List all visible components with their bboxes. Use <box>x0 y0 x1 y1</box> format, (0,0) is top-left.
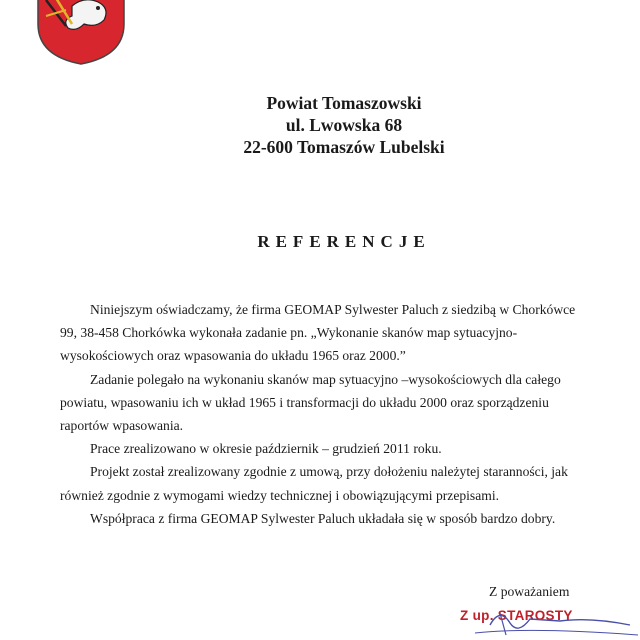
stamp-text: Z up. STAROSTY <box>460 608 573 623</box>
street-address: ul. Lwowska 68 <box>285 115 403 135</box>
organization-name: Powiat Tomaszowski <box>266 93 422 113</box>
address-block <box>0 92 640 158</box>
signature-mark <box>470 605 640 640</box>
paragraph: Niniejszym oświadczamy, że firma GEOMAP Sylwester Paluch z siedzibą w Chorkówce 99, 38-458 Chorkówka wykonała zadanie pn. „Wykonanie skanów map sytuacyjno-wysokościowych oraz wpasowania do układu 1965 oraz 2000.” <box>60 302 576 364</box>
paragraph: Prace zrealizowano w okresie październik – grudzień 2011 roku. <box>90 441 442 457</box>
letter-body <box>60 298 580 530</box>
paragraph: Współpraca z firma GEOMAP Sylwester Paluch układała się w sposób bardzo dobry. <box>90 510 556 526</box>
document-title: REFERENCJE <box>257 232 431 251</box>
paragraph: Projekt został zrealizowany zgodnie z umową, przy dołożeniu należytej staranności, jak również zgodnie z wymogami wiedzy technicznej i obowiązującymi przepisami. <box>60 464 568 503</box>
paragraph: Zadanie polegało na wykonaniu skanów map sytuacyjno –wysokościowych dla całego powiatu, wpasowaniu ich w układ 1965 i transformacji do układu 2000 oraz sporządzeniu raportów wpasowania. <box>60 371 561 434</box>
coat-of-arms-icon <box>32 0 130 66</box>
city-address: 22-600 Tomaszów Lubelski <box>243 137 445 157</box>
closing-phrase: Z poważaniem <box>489 584 570 599</box>
